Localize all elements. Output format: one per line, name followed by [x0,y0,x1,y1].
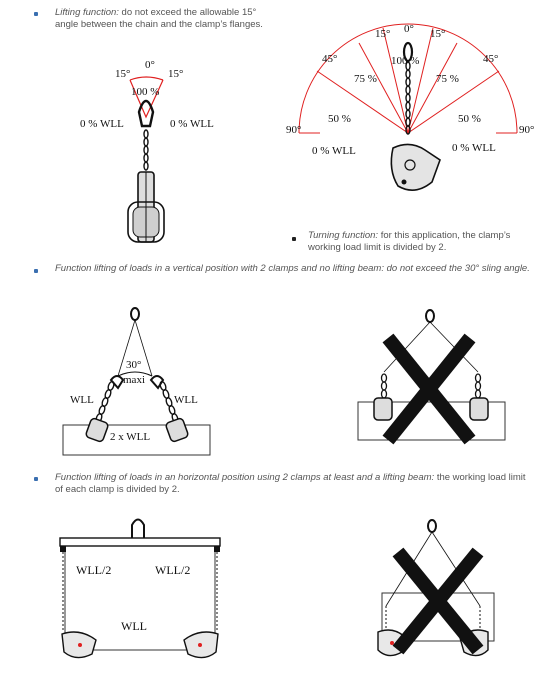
angle-45-right-label: 45° [483,53,499,65]
chain-left [382,374,387,398]
wll-total-label: 2 x WLL [110,431,151,443]
chain-right [476,374,481,398]
turning-function-body: for this application, the clamp’s working load limit is divided by 2. [308,230,511,253]
lifting-ring [426,310,434,322]
pct-75-left-label: 75 % [354,73,377,85]
angle-right-label: 15° [168,68,184,80]
pct-center-label: 100 % [131,86,160,98]
beam-shackle [132,520,144,539]
turning-load-diagram [286,23,534,190]
angle-15-left-label: 15° [375,28,391,40]
wll-left-label: 0 % WLL [80,118,124,130]
lifting-ring [428,520,436,532]
chain [406,62,410,134]
angle-45-left-label: 45° [322,53,338,65]
vertical-wrong-diagram [358,310,505,440]
clamp-left [85,418,109,443]
wll-total-label: WLL [121,619,147,633]
lifting-beam-diagram [60,520,220,658]
angle-center-label: 0° [145,59,155,71]
lifting-angle-diagram [80,59,214,242]
wll-right-label: 0 % WLL [452,142,496,154]
angle-15-right-label: 15° [430,28,446,40]
pct-50-left-label: 50 % [328,113,351,125]
wll-right-label: WLL [174,394,198,406]
wll-left-label: 0 % WLL [312,145,356,157]
clamp [391,144,440,190]
chain [144,130,148,170]
lifting-ring [131,308,139,320]
horizontal-lifting-lead: Function lifting of loads in an horizontal position using 2 clamps at least and a lifting beam: [55,472,435,483]
chain-left [95,381,115,423]
pct-100-label: 100 % [391,55,420,67]
horizontal-lifting-body: the working load limit of each clamp is divided by 2. [55,472,526,495]
clamp-right [470,398,488,420]
pct-50-right-label: 50 % [458,113,481,125]
angle-label: 30° [126,359,142,371]
wll-left-label: WLL [70,394,94,406]
horizontal-wrong-diagram [378,520,494,656]
prohibited-cross-icon [398,552,478,650]
lifting-function-lead: Lifting function: [55,7,119,18]
clamp-left [374,398,392,420]
angle-arc [130,77,163,80]
wll-half-left-label: WLL/2 [76,563,112,577]
pct-75-right-label: 75 % [436,73,459,85]
vertical-lifting-body: Function lifting of loads in a vertical position with 2 clamps and no lifting beam: do not exceed the 30° sling angle. [55,263,530,274]
angle-left-label: 15° [115,68,131,80]
load-plate [65,540,215,650]
wll-half-right-label: WLL/2 [155,563,191,577]
lifting-beam [60,538,220,546]
vertical-two-clamps-diagram [63,308,210,455]
lifting-ring [139,101,153,126]
angle-0-label: 0° [404,23,414,35]
angle-90-right-label: 90° [519,124,535,136]
angle-90-left-label: 90° [286,124,302,136]
prohibited-cross-icon [388,338,470,440]
clamp [128,172,164,242]
turning-function-lead: Turning function: [308,230,379,241]
lifting-function-body: do not exceed the allowable 15° angle between the chain and the clamp’s flanges. [55,7,263,30]
maxi-label: maxi [123,374,145,386]
clamp-right [165,418,189,443]
wll-right-label: 0 % WLL [170,118,214,130]
